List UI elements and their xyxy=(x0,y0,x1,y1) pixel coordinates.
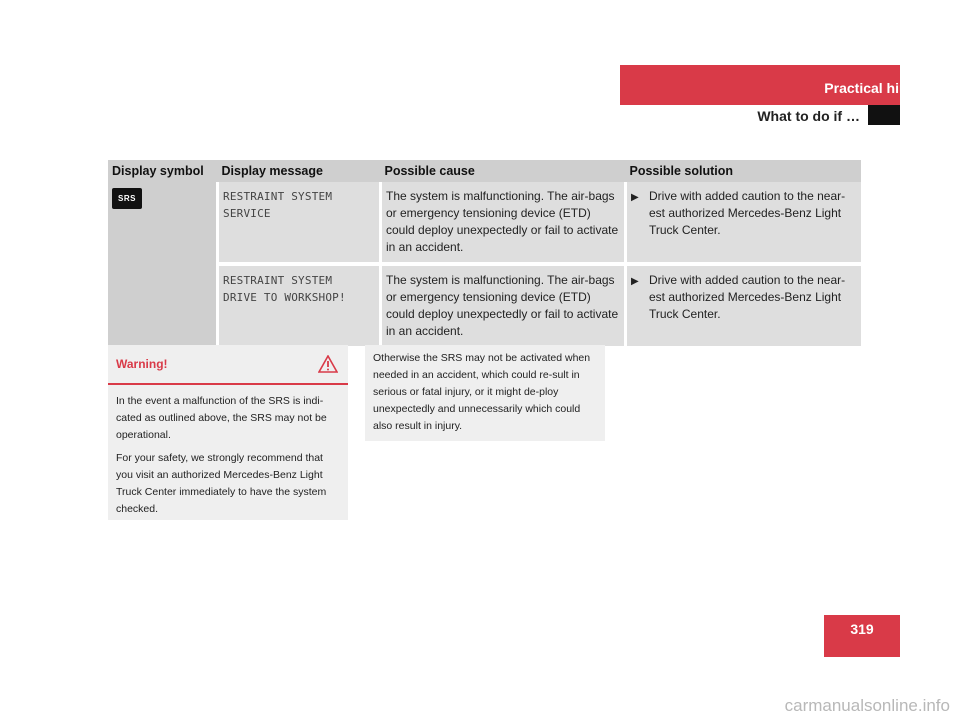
solution-text: Drive with added caution to the near-est authorized Mercedes-Benz Light Truck Center. xyxy=(649,189,846,237)
arrow-right-icon: ▶ xyxy=(631,276,639,287)
table-row xyxy=(108,264,861,346)
warning-continuation-box: Otherwise the SRS may not be activated when needed in an accident, which could re-sult in serious or fatal injury, or it might de-ploy unexpectedly and unnecessarily which could also result in injury. xyxy=(365,345,605,441)
subsection-title: What to do if … xyxy=(757,108,860,124)
solution-text: Drive with added caution to the near-est authorized Mercedes-Benz Light Truck Center. xyxy=(649,273,846,321)
display-message-table xyxy=(108,160,861,346)
watermark: carmanualsonline.info xyxy=(784,696,950,715)
col-display-symbol: Display symbol xyxy=(108,160,218,182)
srs-icon: SRS xyxy=(112,188,142,209)
solution-cell xyxy=(626,182,862,264)
warning-triangle-icon xyxy=(318,355,338,373)
message-line: DRIVE TO WORKSHOP! xyxy=(223,291,346,304)
message-line: RESTRAINT SYSTEM xyxy=(223,190,333,203)
col-possible-solution: Possible solution xyxy=(626,160,862,182)
header-black-tab xyxy=(868,105,900,125)
table-row xyxy=(108,182,861,264)
warning-title: Warning! xyxy=(116,357,168,371)
warning-header xyxy=(108,345,348,385)
solution-cell xyxy=(626,264,862,346)
page-number: 319 xyxy=(824,615,900,657)
symbol-cell xyxy=(108,182,218,346)
message-line: SERVICE xyxy=(223,207,271,220)
section-title: Practical hints xyxy=(824,80,920,96)
message-cell xyxy=(218,264,381,346)
warning-body xyxy=(108,385,348,532)
warning-paragraph: For your safety, we strongly recommend that you visit an authorized Mercedes-Benz Light Truck Center immediately to have the system checked. xyxy=(116,452,327,515)
cause-cell: The system is malfunctioning. The air-bags or emergency tensioning device (ETD) could deploy unexpectedly or fail to activate in an accident. xyxy=(381,182,626,264)
warning-paragraph: In the event a malfunction of the SRS is indi-cated as outlined above, the SRS may not be operational. xyxy=(116,395,327,441)
table-header-row xyxy=(108,160,861,182)
cause-cell: The system is malfunctioning. The air-bags or emergency tensioning device (ETD) could deploy unexpectedly or fail to activate in an accident. xyxy=(381,264,626,346)
arrow-right-icon: ▶ xyxy=(631,192,639,203)
warning-box xyxy=(108,345,348,520)
col-display-message: Display message xyxy=(218,160,381,182)
message-line: RESTRAINT SYSTEM xyxy=(223,274,333,287)
col-possible-cause: Possible cause xyxy=(381,160,626,182)
message-cell xyxy=(218,182,381,264)
